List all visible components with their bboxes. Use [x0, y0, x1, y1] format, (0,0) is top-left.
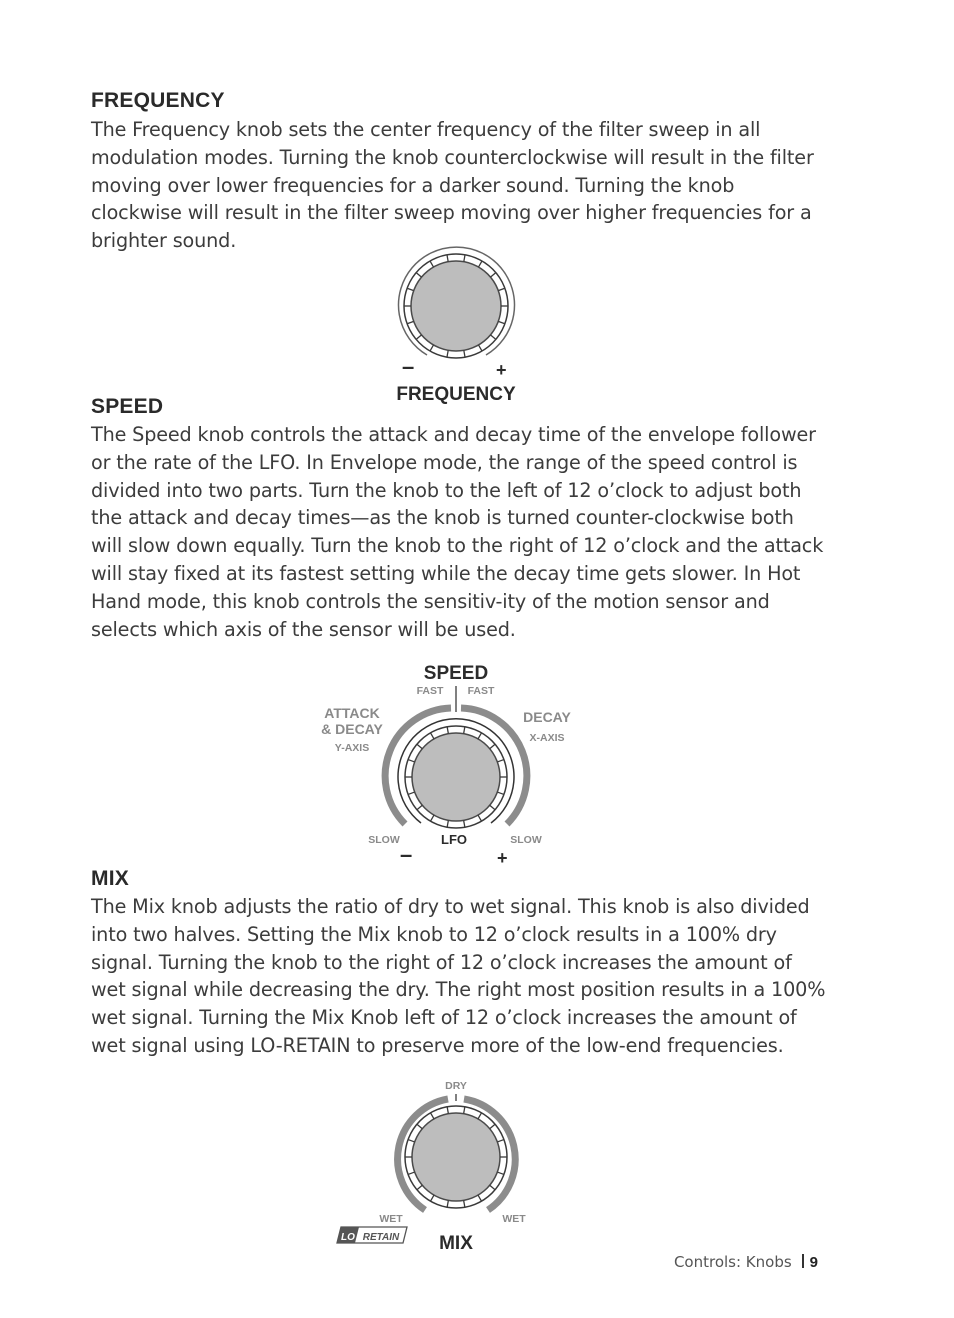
footer-divider — [802, 1254, 804, 1268]
speed-minus-icon: – — [400, 842, 413, 867]
y-axis-label: Y-AXIS — [334, 742, 370, 754]
lfo-label: LFO — [441, 832, 467, 847]
speed-knob-diagram — [310, 655, 590, 870]
slow-right-label: SLOW — [510, 834, 542, 846]
frequency-knob-diagram — [380, 245, 540, 410]
frequency-minus-icon: – — [402, 354, 415, 379]
speed-knob — [405, 726, 507, 828]
speed-description: The Speed knob controls the attack and decay time of the envelope follower or the rate of the LFO. In Envelope mode, the range of the speed control is divided into two parts. Turn the knob to the left of 12 o’clock to adjust both the attack and decay times—as the knob is turned counter-clockwise both will slow down equally. Turn the knob to the right of 12 o’clock and the attack will stay fixed at its fastest setting while the decay time gets slower. In Hot Hand mode, this knob controls the sensitiv-ity of the motion sensor and selects which axis of the sensor will be used. — [91, 423, 824, 641]
fast-left-label: FAST — [416, 685, 444, 697]
frequency-heading: FREQUENCY — [91, 89, 225, 112]
attack-decay-label-line2: & DECAY — [321, 721, 383, 737]
mix-description: The Mix knob adjusts the ratio of dry to wet signal. This knob is also divided into two halves. Setting the Mix knob to 12 o’clock results in a 100% dry signal. Turning the knob to the right of 12 o’clock increases the amount of wet signal while decreasing the dry. The right most position results in a 100% wet signal. Turning the Mix Knob left of 12 o’clock increases the amount of wet signal using LO-RETAIN to preserve more of the low-end frequencies. — [91, 895, 826, 1057]
mix-knob — [405, 1106, 507, 1208]
speed-knob-label: SPEED — [423, 663, 489, 684]
speed-heading: SPEED — [91, 395, 164, 418]
speed-plus-icon: + — [497, 848, 508, 868]
fast-right-label: FAST — [467, 685, 495, 697]
page-number: 9 — [809, 1254, 818, 1271]
frequency-description: The Frequency knob sets the center frequency of the filter sweep in all modulation modes. Turning the knob counterclockwise will result in the filter moving over lower frequencies for a darker sound. Turning the knob clockwise will result in the filter sweep moving over higher frequencies for a brighter sound. — [91, 118, 814, 253]
lo-retain-badge — [337, 1227, 407, 1243]
lo-retain-retain-text: RETAIN — [362, 1232, 400, 1243]
wet-right-label: WET — [502, 1213, 526, 1225]
frequency-plus-icon: + — [496, 360, 507, 380]
decay-label: DECAY — [523, 709, 571, 725]
mix-heading: MIX — [91, 867, 129, 890]
frequency-knob — [404, 254, 508, 358]
footer-section-title: Controls: Knobs — [673, 1253, 792, 1271]
x-axis-label: X-AXIS — [529, 732, 565, 744]
frequency-knob-label: FREQUENCY — [396, 384, 516, 405]
dry-label: DRY — [445, 1080, 467, 1092]
page-footer — [674, 1253, 818, 1271]
attack-decay-label-line1: ATTACK — [324, 705, 380, 721]
wet-left-label: WET — [379, 1213, 403, 1225]
mix-knob-diagram — [330, 1075, 550, 1260]
mix-knob-label: MIX — [439, 1233, 473, 1254]
lo-retain-lo-text: LO — [341, 1232, 355, 1243]
slow-left-label: SLOW — [368, 834, 400, 846]
